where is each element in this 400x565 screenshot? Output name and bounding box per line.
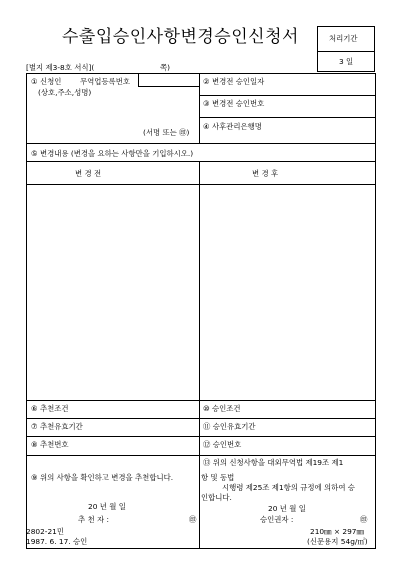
rec-conditions-label: ⑥ 추천조건 xyxy=(31,404,69,413)
change-after-header: 변 경 후 xyxy=(252,169,279,178)
change-section-label: ⑤ 변경내용 (변경을 요하는 사항만을 기입하시오.) xyxy=(31,149,194,158)
form-number-suffix: 쪽) xyxy=(160,63,171,72)
footer-paper-size: 210㎜ × 297㎜ xyxy=(310,527,364,536)
approval-conditions-label: ⑩ 승인조건 xyxy=(203,404,241,413)
trade-reg-field[interactable] xyxy=(138,73,200,87)
trade-reg-label: 무역업등록번호 xyxy=(80,77,130,86)
rec-date-line: 20 년 월 일 xyxy=(88,502,126,511)
approval-bank-label: ④ 사후관리은행명 xyxy=(203,122,262,131)
rec-confirm-text: ⑨ 위의 사항을 확인하고 변경을 추천합니다. xyxy=(31,473,174,482)
applicant-label: ① 신청인 xyxy=(31,77,62,86)
footer-paper-type: (신문용지 54g/㎡) xyxy=(307,537,368,546)
approval-validity-label: ⑪ 승인유효기간 xyxy=(203,422,256,431)
approval-date-line: 20 년 월 일 xyxy=(268,504,306,513)
rec-seal: ㊞ xyxy=(189,515,197,524)
processing-period-value: 3 일 xyxy=(339,57,354,66)
processing-period-label: 처리기간 xyxy=(329,34,358,43)
approval-statement-line2: 항 및 동법 xyxy=(201,473,235,482)
approval-statement-line4: 인합니다. xyxy=(201,493,232,502)
form-title: 수출입승인사항변경승인신청서 xyxy=(62,27,299,47)
approval-number-label: ⑫ 승인번호 xyxy=(203,440,242,449)
change-before-header: 변 경 전 xyxy=(75,169,102,178)
approval-statement-line1: ⑬ 위의 신청사항을 대외무역법 제19조 제1 xyxy=(203,458,344,467)
applicant-sub-label: (상호,주소,성명) xyxy=(38,88,92,97)
approver-label: 승인권자 : xyxy=(260,515,294,524)
footer-code: 2802-21민 xyxy=(26,527,65,536)
footer-approval-date: 1987. 6. 17. 승인 xyxy=(26,537,88,546)
prior-approval-date-label: ② 변경전 승인일자 xyxy=(203,77,265,86)
rec-validity-label: ⑦ 추천유효기간 xyxy=(31,422,83,431)
approval-seal: ㊞ xyxy=(360,515,368,524)
recommender-label: 추 천 자 : xyxy=(78,515,109,524)
rec-number-label: ⑧ 추천번호 xyxy=(31,440,69,449)
form-number: [별지 제3-8호 서식]( xyxy=(26,63,95,72)
approval-statement-line3: 시행령 제25조 제1항의 규정에 의하여 승 xyxy=(222,483,355,492)
signature-note: (서명 또는 ㊞) xyxy=(143,128,190,137)
prior-approval-number-label: ③ 변경전 승인번호 xyxy=(203,99,265,108)
